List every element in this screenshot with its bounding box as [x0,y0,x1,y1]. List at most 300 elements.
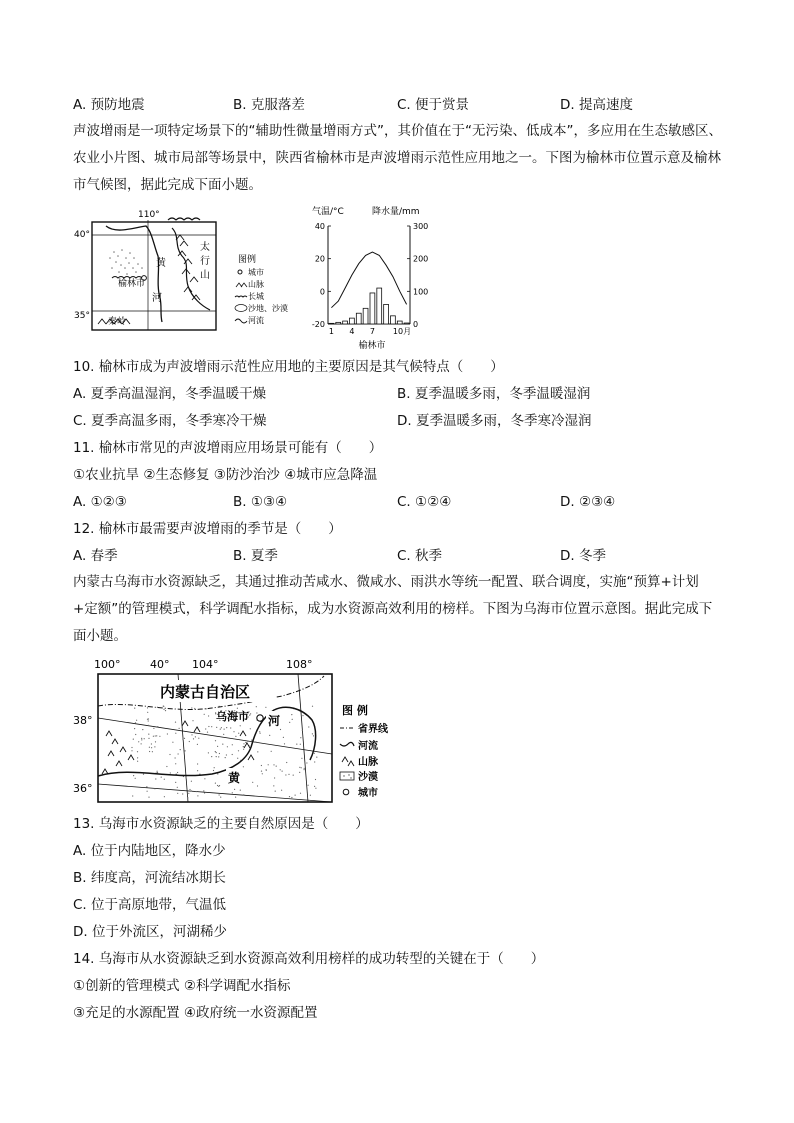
desert-dot [159,736,160,737]
desert-dot [204,778,205,779]
x-tick-label: 10月 [392,327,412,336]
desert-dot [302,715,303,716]
desert-dot [308,726,309,727]
desert-dot [266,769,267,770]
desert-dot [293,775,294,776]
desert-dot [146,787,147,788]
desert-dot [142,729,143,730]
desert-dot [191,707,192,708]
desert-dot [134,708,135,709]
desert-dot [224,729,225,730]
precip-tick-label: 200 [413,254,429,264]
q12-stem: 12. 榆林市最需要声波增雨的季节是（ ） [73,521,342,537]
desert-dot [235,797,236,798]
desert-dot [166,766,167,767]
desert-dot [300,744,301,745]
desert-dot [219,794,220,795]
desert-dot [136,720,137,721]
desert-dot [184,759,185,760]
intro-paragraph-yulin: 声波增雨是一项特定场景下的“辅助性微量增雨方式”，其价值在于“无污染、低成本”，多应用在生态敏感区、农业小片图、城市局部等场景中，陕西省榆林市是声波增雨示范性应用地之一。下图为榆林市位置示意及榆林市气候图，据此完成下面小题。 [73,123,722,193]
desert-dot [191,734,192,735]
desert-dot [296,744,297,745]
desert-dot [249,715,250,716]
q13-option-c: C. 位于高原地带，气温低 [73,897,227,913]
desert-dot [149,747,150,748]
desert-dot [187,797,188,798]
map2-river-char-1: 河 [268,714,281,728]
map1-legend-wall: 长城 [248,292,264,301]
desert-dot [255,741,256,742]
desert-dot [301,758,302,759]
desert-dot [215,740,216,741]
desert-dot [148,797,149,798]
temp-tick-label: 40 [314,222,325,231]
desert-dot [238,750,239,751]
desert-dot [141,743,142,744]
desert-dot [189,789,190,790]
desert-dot [257,785,258,786]
desert-dot [144,738,145,739]
desert-dot [256,712,257,713]
desert-dot [280,729,281,730]
desert-dot [308,785,309,786]
desert-dot [243,766,244,767]
desert-dot [310,795,311,796]
desert-dot [300,737,301,738]
desert-dot [182,793,183,794]
chart-plot-area [312,222,428,336]
precip-tick-label: 300 [413,222,429,231]
precip-bar [363,308,368,324]
desert-dot [170,772,171,773]
desert-dot [301,767,302,768]
desert-dot [289,722,290,723]
desert-dot [262,773,263,774]
desert-dot [215,783,216,784]
q11-option-a: A. ①②③ [73,494,127,510]
legend-river2-icon [340,742,354,746]
legend-mountain-icon [236,283,247,287]
desert-dot [165,710,166,711]
map2-lon-108: 108° [286,658,313,671]
map1-legend-mountain: 山脉 [248,280,264,289]
desert-dot [183,776,184,777]
legend-city2-icon [343,789,349,795]
legend-city-icon [238,270,242,274]
desert-dot [141,738,142,739]
legend-river-icon [235,319,247,323]
map2-river-char-2: 黄 [228,771,241,785]
map2-lon-104: 104° [192,658,219,671]
desert-dot [138,741,139,742]
desert-dot [189,741,190,742]
desert-dot [273,764,274,765]
desert-dot [216,727,217,728]
temp-tick-label: 20 [314,254,325,264]
map2-lat-38: 38° [73,714,93,727]
desert-dot [315,779,316,780]
yulin-location-map [72,206,312,336]
desert-dot [175,757,176,758]
q12-option-b: B. 夏季 [233,548,278,564]
desert-dot [314,761,315,762]
temp-tick-label: 0 [319,287,325,297]
chart-city-label: 榆林市 [358,341,386,351]
x-tick-label: 7 [369,327,375,336]
desert-dot [195,736,196,737]
precip-bar [404,323,409,324]
map2-region-label: 内蒙古自治区 [160,683,251,701]
desert-dot [154,746,155,747]
map1-river-char-2: 河 [152,293,162,304]
desert-dot [313,735,314,736]
desert-dot [226,727,227,728]
desert-dot [191,781,192,782]
desert-dot [275,791,276,792]
desert-dot [182,739,183,740]
desert-dot [169,754,170,755]
map1-frame [92,222,216,330]
q14-items-line1: ①创新的管理模式 ②科学调配水指标 [73,978,291,994]
desert-dot [178,753,179,754]
desert-dot [289,796,290,797]
desert-dot [153,736,154,737]
desert-dot [282,771,283,772]
chart-precip-axis-title: 降水量/mm [372,207,420,217]
desert-dot [194,708,195,709]
desert-dot [155,778,156,779]
desert-dot [141,739,142,740]
desert-dot [234,789,235,790]
map2-lon-100: 100° [94,658,121,671]
legend-sand-icon [235,305,247,312]
desert-dot [180,749,181,750]
q9-option-b: B. 克服落差 [233,97,305,113]
precip-bar [343,321,348,324]
desert-dot [163,706,164,707]
desert-dot [197,770,198,771]
desert-dot [214,767,215,768]
desert-dot [276,766,277,767]
desert-dot [167,733,168,734]
desert-dot [211,726,212,727]
q13-stem: 13. 乌海市水资源缺乏的主要自然原因是（ ） [73,816,369,832]
desert-dot [213,770,214,771]
map1-legend-sand: 沙地、沙漠 [248,304,288,313]
map1-mountain-char-2: 行 [200,256,210,267]
temperature-line [331,252,406,308]
wuhai-location-map [72,656,412,806]
desert-dot [153,728,154,729]
desert-dot [149,751,150,752]
desert-dot [134,728,135,729]
desert-dot [306,762,307,763]
precip-bar [329,323,334,324]
desert-dot [271,751,272,752]
desert-dot [154,788,155,789]
desert-dot [259,731,260,732]
desert-dot [164,796,165,797]
desert-dot [286,762,287,763]
desert-dot [232,792,233,793]
desert-dot [268,764,269,765]
q9-option-d: D. 提高速度 [560,97,633,113]
desert-dot [197,795,198,796]
desert-dot [300,793,301,794]
q14-stem: 14. 乌海市从水资源缺乏到水资源高效利用榜样的成功转型的关键在于（ ） [73,951,545,967]
precip-bar [370,293,375,324]
map1-legend-title: 图例 [238,255,257,265]
desert-dot [148,738,149,739]
desert-dot [243,794,244,795]
desert-dot [131,747,132,748]
precip-bar [350,318,355,324]
desert-dot [238,733,239,734]
desert-dot [177,793,178,794]
desert-dot [155,735,156,736]
desert-dot [155,741,156,742]
desert-dot [192,720,193,721]
desert-dot [193,738,194,739]
desert-dot [285,774,286,775]
desert-dot [299,767,300,768]
q11-stem: 11. 榆林市常见的声波增雨应用场景可能有（ ） [73,440,383,456]
map2-legend-city: 城市 [358,788,378,799]
desert-dot [204,714,205,715]
map1-legend-city: 城市 [248,268,264,277]
desert-dot [151,747,152,748]
desert-dot [314,753,315,754]
desert-dot [220,729,221,730]
desert-dot [175,782,176,783]
desert-dot [265,707,266,708]
desert-dot [175,722,176,723]
desert-dot [135,734,136,735]
desert-dot [288,774,289,775]
desert-dot [240,725,241,726]
desert-dot [220,797,221,798]
desert-dot [243,743,244,744]
desert-dot [177,772,178,773]
q13-option-d: D. 位于外流区，河湖稀少 [73,924,227,940]
map1-mountain-char-3: 山 [200,270,210,281]
desert-dot [219,785,220,786]
q9-option-a: A. 预防地震 [73,97,145,113]
q12-option-a: A. 春季 [73,548,118,564]
desert-dot [256,706,257,707]
q10-option-b: B. 夏季温暖多雨，冬季温暖湿润 [397,386,591,402]
desert-dot [291,714,292,715]
q10-stem: 10. 榆林市成为声波增雨示范性应用地的主要原因是其气候特点（ ） [73,359,504,375]
desert-dot [312,733,313,734]
desert-dot [164,779,165,780]
desert-dot [182,727,183,728]
q11-option-c: C. ①②④ [397,494,452,510]
desert-dot [148,720,149,721]
map1-mountain-char-1: 太 [200,242,210,253]
map1-lat-top: 40° [74,230,90,240]
desert-dot [208,715,209,716]
map2-legend-title: 图 例 [342,704,368,717]
desert-dot [283,737,284,738]
desert-dot [207,732,208,733]
desert-dot [177,787,178,788]
map1-river-char-1: 黄 [156,258,166,269]
desert-dot [223,734,224,735]
desert-dot [281,790,282,791]
desert-dot [184,738,185,739]
desert-dot [163,709,164,710]
chart-temp-axis-title: 气温/°C [312,207,344,217]
desert-dot [157,772,158,773]
map1-lon-label: 110° [138,210,160,220]
precip-tick-label: 0 [413,320,419,329]
desert-dot [216,752,217,753]
desert-dot [240,790,241,791]
map2-legend-river: 河流 [358,741,378,752]
desert-dot [197,744,198,745]
desert-dot [230,727,231,728]
desert-dot [198,738,199,739]
desert-dot [137,751,138,752]
desert-dot [132,795,133,796]
desert-dot [135,722,136,723]
desert-dot [295,795,296,796]
precip-bar [377,288,382,324]
x-tick-label: 4 [349,327,355,336]
desert-dot [131,750,132,751]
precip-bar [336,322,341,324]
desert-dot [218,756,219,757]
desert-dot [217,785,218,786]
q10-option-c: C. 夏季高温多雨，冬季寒冷干燥 [73,413,267,429]
desert-dot [216,756,217,757]
desert-dot [157,771,158,772]
map2-wuhai-city-marker [257,715,263,721]
desert-dot [233,731,234,732]
desert-dot [227,746,228,747]
desert-dot [247,741,248,742]
desert-dot [251,740,252,741]
desert-dot [243,746,244,747]
legend-desert-icon [340,772,354,780]
q12-option-c: C. 秋季 [397,548,443,564]
q12-option-d: D. 冬季 [560,548,606,564]
q11-option-d: D. ②③④ [560,494,616,510]
q14-items-line2: ③充足的水源配置 ④政府统一水资源配置 [73,1005,318,1021]
desert-dot [257,751,258,752]
yulin-climate-chart [306,204,438,352]
desert-dot [302,730,303,731]
desert-dot [196,791,197,792]
desert-dot [133,739,134,740]
desert-dot [284,743,285,744]
map2-legend-boundary: 省界线 [358,724,388,735]
desert-dot [151,743,152,744]
desert-dot [175,733,176,734]
desert-dot [205,728,206,729]
desert-dot [137,761,138,762]
desert-dot [314,786,315,787]
desert-dot [304,768,305,769]
desert-dot [243,749,244,750]
desert-dot [147,712,148,713]
desert-dot [137,757,138,758]
desert-dot [147,791,148,792]
desert-dot [191,790,192,791]
desert-dot [208,726,209,727]
desert-dot [185,750,186,751]
desert-dot [133,775,134,776]
desert-dot [215,751,216,752]
desert-dot [175,763,176,764]
desert-dot [143,774,144,775]
precip-bar [397,321,402,324]
desert-dot [291,797,292,798]
desert-dot [273,785,274,786]
desert-dot [217,773,218,774]
desert-dot [292,719,293,720]
q10-option-d: D. 夏季温暖多雨，冬季寒冷湿润 [397,413,592,429]
q10-option-a: A. 夏季高温湿润，冬季温暖干燥 [73,386,267,402]
desert-dot [208,752,209,753]
desert-dot [148,734,149,735]
desert-dot [172,742,173,743]
desert-dot [261,771,262,772]
desert-dot [232,754,233,755]
desert-dot [221,727,222,728]
desert-dot [280,769,281,770]
desert-dot [245,742,246,743]
q13-option-b: B. 纬度高，河流结冰期长 [73,870,226,886]
desert-dot [219,753,220,754]
legend-greatwall-icon [235,296,247,297]
q13-option-a: A. 位于内陆地区，降水少 [73,843,226,859]
desert-dot [312,706,313,707]
desert-dot [157,726,158,727]
desert-dot [260,733,261,734]
q11-items: ①农业抗旱 ②生态修复 ③防沙治沙 ④城市应急降温 [73,467,378,483]
desert-dot [185,777,186,778]
precip-tick-label: 100 [413,287,429,297]
desert-dot [252,782,253,783]
desert-dot [188,793,189,794]
desert-dot [225,757,226,758]
desert-dot [250,713,251,714]
map2-legend-mountain: 山脉 [358,757,378,768]
desert-dot [235,736,236,737]
desert-dot [274,777,275,778]
desert-dot [250,728,251,729]
desert-dot [179,728,180,729]
precip-bar [391,316,396,324]
map1-city-label: 榆林市 [118,279,146,289]
desert-dot [147,707,148,708]
precip-bar [356,313,361,324]
map2-lon-40: 40° [150,658,170,671]
desert-dot [316,757,317,758]
map1-lat-bottom: 35° [74,311,90,321]
desert-dot [217,746,218,747]
desert-dot [237,708,238,709]
legend-mountain2-icon [342,757,354,766]
desert-dot [148,725,149,726]
desert-dot [161,777,162,778]
temp-tick-label: -20 [311,320,325,329]
desert-dot [152,751,153,752]
map2-lat-36: 36° [73,782,93,795]
desert-dot [204,792,205,793]
